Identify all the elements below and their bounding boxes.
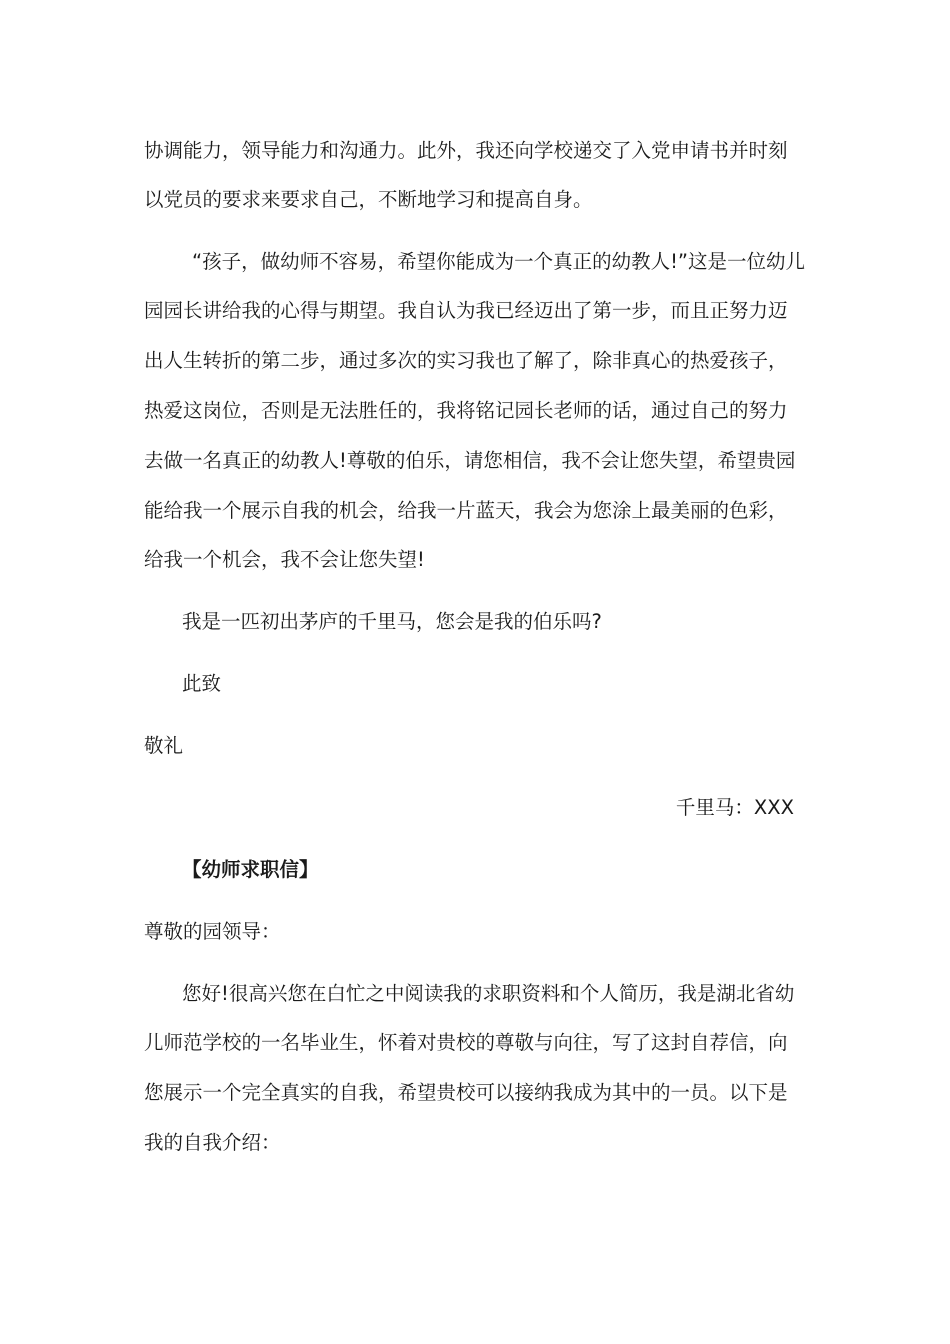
signature: 千里马：XXX: [675, 796, 794, 819]
closing-line: 此致: [182, 672, 222, 695]
paragraph-line: 协调能力，领导能力和沟通力。此外，我还向学校递交了入党申请书并时刻: [144, 139, 788, 162]
section-title: 【幼师求职信】: [182, 858, 319, 881]
paragraph-line: 您展示一个完全真实的自我，希望贵校可以接纳我成为其中的一员。以下是: [144, 1081, 788, 1104]
paragraph-line: 我是一匹初出茅庐的千里马，您会是我的伯乐吗?: [182, 610, 602, 633]
paragraph-line: 以党员的要求来要求自己，不断地学习和提高自身。: [144, 188, 593, 211]
paragraph-line: “孩子，做幼师不容易，希望你能成为一个真正的幼教人!”这是一位幼儿: [192, 250, 806, 273]
paragraph-line: 儿师范学校的一名毕业生，怀着对贵校的尊敬与向往，写了这封自荐信，向: [144, 1031, 788, 1054]
paragraph-line: 我的自我介绍：: [144, 1131, 281, 1154]
closing-line: 敬礼: [144, 734, 184, 757]
paragraph-line: 去做一名真正的幼教人!尊敬的伯乐，请您相信，我不会让您失望，希望贵园: [144, 449, 796, 472]
paragraph-line: 热爱这岗位，否则是无法胜任的，我将铭记园长老师的话，通过自己的努力: [144, 399, 788, 422]
paragraph-line: 您好!很高兴您在白忙之中阅读我的求职资料和个人简历，我是湖北省幼: [182, 982, 795, 1005]
paragraph-line: 园园长讲给我的心得与期望。我自认为我已经迈出了第一步，而且正努力迈: [144, 299, 788, 322]
paragraph-line: 出人生转折的第二步，通过多次的实习我也了解了，除非真心的热爱孩子，: [144, 349, 788, 372]
paragraph-line: 给我一个机会，我不会让您失望!: [144, 548, 425, 571]
salutation: 尊敬的园领导：: [144, 920, 281, 943]
paragraph-line: 能给我一个展示自我的机会，给我一片蓝天，我会为您涂上最美丽的色彩，: [144, 499, 788, 522]
